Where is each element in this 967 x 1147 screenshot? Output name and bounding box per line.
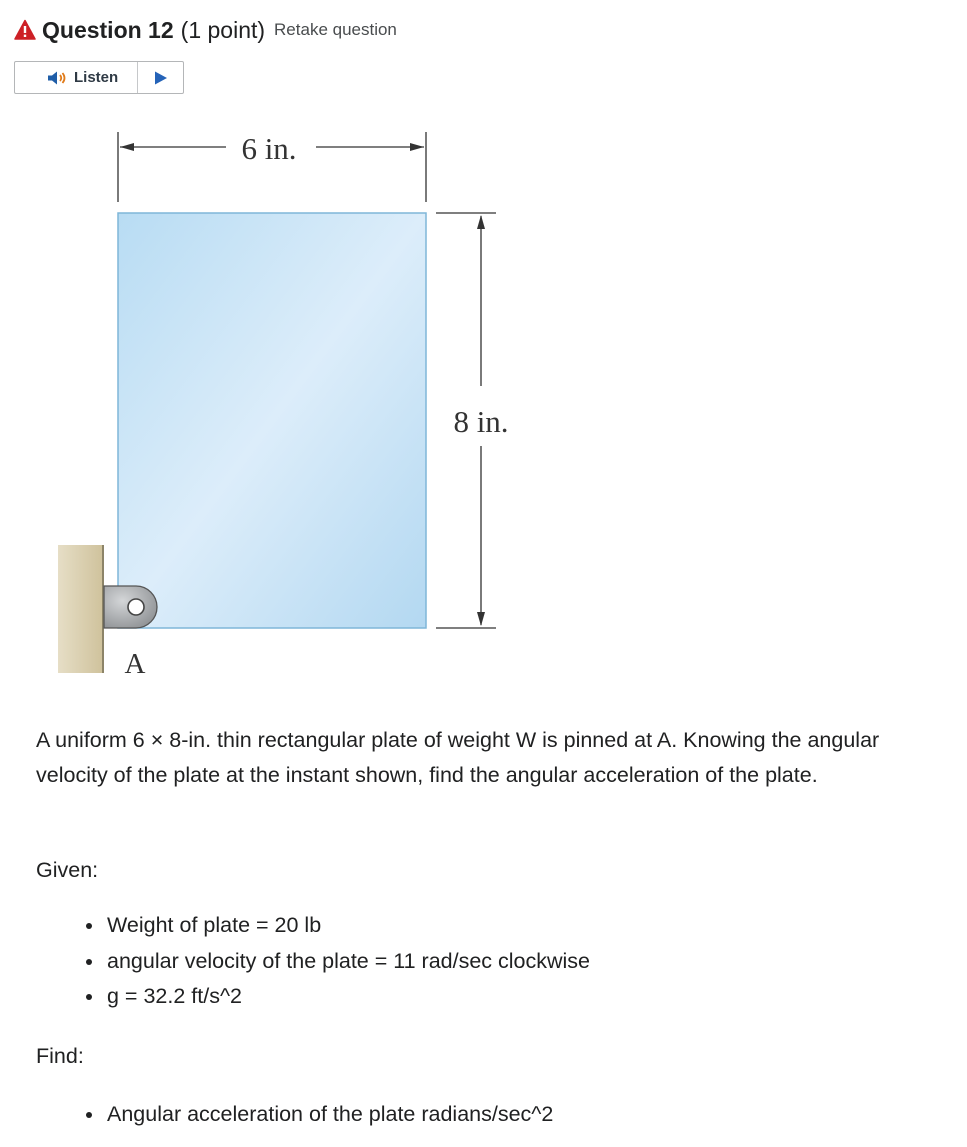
- arrowhead-icon: [477, 612, 485, 626]
- arrowhead-icon: [120, 143, 134, 151]
- list-item: angular velocity of the plate = 11 rad/sec clockwise: [84, 944, 590, 980]
- question-points: (1 point): [180, 16, 266, 43]
- play-button[interactable]: [138, 62, 183, 93]
- pin-label: A: [124, 648, 146, 680]
- given-list: [84, 908, 590, 1015]
- width-label: 6 in.: [241, 131, 297, 166]
- height-label: 8 in.: [453, 404, 509, 439]
- listen-widget: [14, 61, 184, 94]
- height-dimension: [436, 213, 509, 628]
- list-item: Weight of plate = 20 lb: [84, 908, 590, 944]
- speaker-icon: [47, 70, 69, 86]
- question-header: [14, 14, 397, 46]
- pin-icon: [128, 599, 144, 615]
- listen-button[interactable]: [15, 62, 138, 93]
- arrowhead-icon: [410, 143, 424, 151]
- given-label: Given:: [36, 858, 99, 882]
- arrowhead-icon: [477, 215, 485, 229]
- question-text: A uniform 6 × 8-in. thin rectangular plate of weight W is pinned at A. Knowing the angular velocity of the plate at the instant shown, find the angular acceleration of the plate.: [36, 728, 880, 787]
- width-dimension: [118, 131, 426, 202]
- retake-question-link[interactable]: Retake question: [274, 20, 397, 39]
- listen-label: Listen: [74, 69, 119, 86]
- wall-support: [58, 545, 103, 673]
- plate: [118, 213, 426, 628]
- plate-diagram: [0, 110, 560, 700]
- play-icon: [154, 71, 168, 85]
- pin-bracket: [104, 586, 157, 628]
- find-label: Find:: [36, 1044, 84, 1068]
- list-item: Angular acceleration of the plate radians/sec^2: [84, 1097, 553, 1133]
- warning-icon: [14, 19, 36, 41]
- list-item: g = 32.2 ft/s^2: [84, 979, 590, 1015]
- find-list: [84, 1097, 553, 1133]
- question-title: Question 12: [42, 16, 174, 43]
